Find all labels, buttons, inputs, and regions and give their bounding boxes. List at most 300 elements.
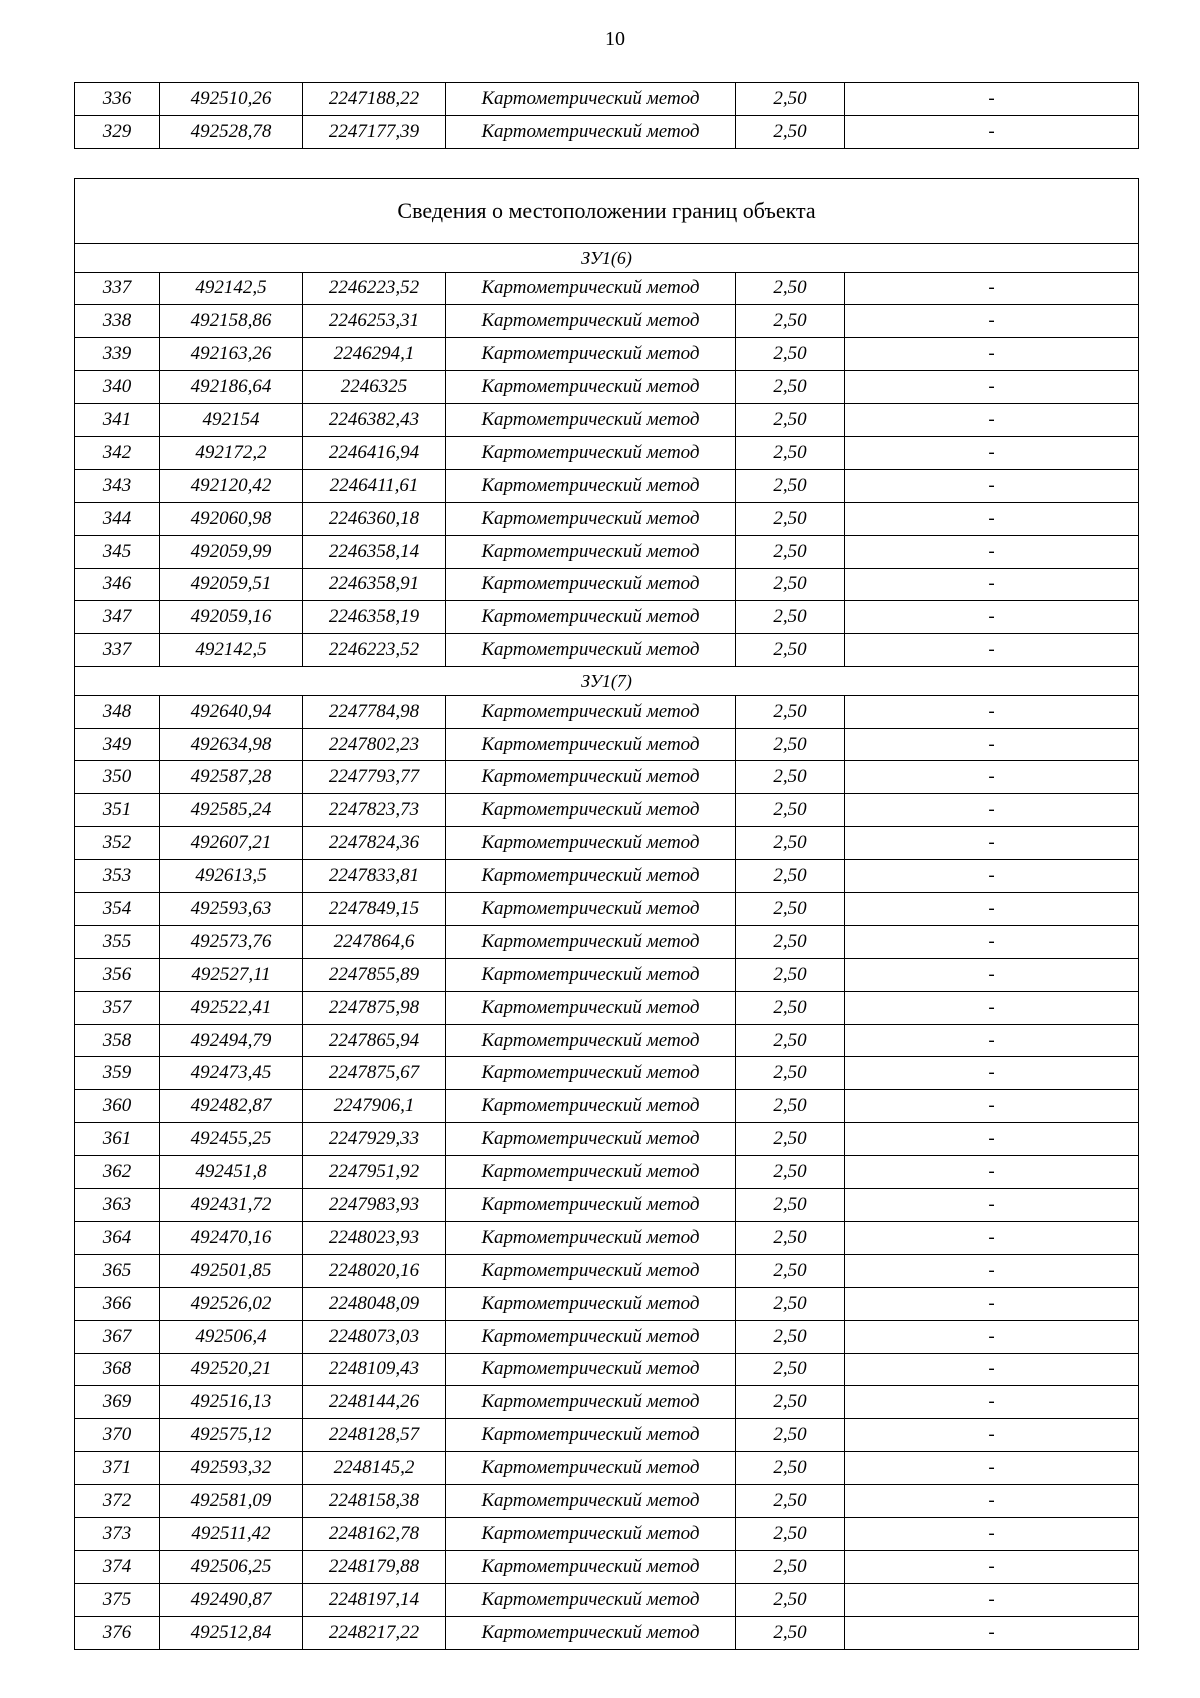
note-cell: - — [845, 1419, 1139, 1452]
note-cell: - — [845, 827, 1139, 860]
x-coordinate-cell: 492154 — [160, 404, 303, 437]
table-row — [75, 601, 1139, 634]
point-number-cell: 376 — [75, 1616, 160, 1649]
point-number-cell: 344 — [75, 502, 160, 535]
x-coordinate-cell: 492506,25 — [160, 1550, 303, 1583]
y-coordinate-cell: 2247906,1 — [303, 1090, 446, 1123]
method-cell: Картометрический метод — [446, 991, 736, 1024]
method-cell: Картометрический метод — [446, 404, 736, 437]
note-cell: - — [845, 1156, 1139, 1189]
y-coordinate-cell: 2246253,31 — [303, 305, 446, 338]
page-number: 10 — [605, 28, 625, 50]
point-number-cell: 342 — [75, 436, 160, 469]
accuracy-cell: 2,50 — [736, 1024, 845, 1057]
method-cell: Картометрический метод — [446, 925, 736, 958]
x-coordinate-cell: 492120,42 — [160, 469, 303, 502]
point-number-cell: 338 — [75, 305, 160, 338]
accuracy-cell: 2,50 — [736, 1090, 845, 1123]
point-number-cell: 375 — [75, 1583, 160, 1616]
accuracy-cell: 2,50 — [736, 1583, 845, 1616]
table-row — [75, 404, 1139, 437]
method-cell: Картометрический метод — [446, 1353, 736, 1386]
accuracy-cell: 2,50 — [736, 991, 845, 1024]
note-cell: - — [845, 404, 1139, 437]
y-coordinate-cell: 2247784,98 — [303, 695, 446, 728]
method-cell: Картометрический метод — [446, 568, 736, 601]
accuracy-cell: 2,50 — [736, 1452, 845, 1485]
table-row — [75, 728, 1139, 761]
y-coordinate-cell: 2247865,94 — [303, 1024, 446, 1057]
accuracy-cell: 2,50 — [736, 925, 845, 958]
boundary-location-body — [75, 179, 1139, 1650]
table-row — [75, 1485, 1139, 1518]
note-cell: - — [845, 1452, 1139, 1485]
method-cell: Картометрический метод — [446, 1452, 736, 1485]
point-number-cell: 357 — [75, 991, 160, 1024]
table-row — [75, 1221, 1139, 1254]
method-cell: Картометрический метод — [446, 1616, 736, 1649]
y-coordinate-cell: 2247824,36 — [303, 827, 446, 860]
accuracy-cell: 2,50 — [736, 1123, 845, 1156]
table-row — [75, 1452, 1139, 1485]
note-cell: - — [845, 1123, 1139, 1156]
table-row — [75, 794, 1139, 827]
note-cell: - — [845, 436, 1139, 469]
accuracy-cell: 2,50 — [736, 860, 845, 893]
note-cell: - — [845, 115, 1139, 148]
y-coordinate-cell: 2246223,52 — [303, 634, 446, 667]
method-cell: Картометрический метод — [446, 958, 736, 991]
y-coordinate-cell: 2246360,18 — [303, 502, 446, 535]
point-number-cell: 350 — [75, 761, 160, 794]
table-row — [75, 1024, 1139, 1057]
x-coordinate-cell: 492451,8 — [160, 1156, 303, 1189]
note-cell: - — [845, 1550, 1139, 1583]
point-number-cell: 346 — [75, 568, 160, 601]
note-cell: - — [845, 925, 1139, 958]
accuracy-cell: 2,50 — [736, 272, 845, 305]
x-coordinate-cell: 492607,21 — [160, 827, 303, 860]
accuracy-cell: 2,50 — [736, 469, 845, 502]
x-coordinate-cell: 492640,94 — [160, 695, 303, 728]
method-cell: Картометрический метод — [446, 469, 736, 502]
x-coordinate-cell: 492613,5 — [160, 860, 303, 893]
table-row — [75, 115, 1139, 148]
y-coordinate-cell: 2247855,89 — [303, 958, 446, 991]
point-number-cell: 371 — [75, 1452, 160, 1485]
note-cell: - — [845, 1189, 1139, 1222]
method-cell: Картометрический метод — [446, 502, 736, 535]
method-cell: Картометрический метод — [446, 1517, 736, 1550]
x-coordinate-cell: 492060,98 — [160, 502, 303, 535]
x-coordinate-cell: 492512,84 — [160, 1616, 303, 1649]
accuracy-cell: 2,50 — [736, 1616, 845, 1649]
note-cell: - — [845, 1616, 1139, 1649]
table-row — [75, 338, 1139, 371]
table-row — [75, 1189, 1139, 1222]
note-cell: - — [845, 893, 1139, 926]
method-cell: Картометрический метод — [446, 1386, 736, 1419]
y-coordinate-cell: 2247929,33 — [303, 1123, 446, 1156]
note-cell: - — [845, 1386, 1139, 1419]
x-coordinate-cell: 492511,42 — [160, 1517, 303, 1550]
point-number-cell: 366 — [75, 1287, 160, 1320]
accuracy-cell: 2,50 — [736, 1189, 845, 1222]
accuracy-cell: 2,50 — [736, 695, 845, 728]
method-cell: Картометрический метод — [446, 436, 736, 469]
y-coordinate-cell: 2246411,61 — [303, 469, 446, 502]
x-coordinate-cell: 492158,86 — [160, 305, 303, 338]
method-cell: Картометрический метод — [446, 1550, 736, 1583]
y-coordinate-cell: 2247875,98 — [303, 991, 446, 1024]
x-coordinate-cell: 492482,87 — [160, 1090, 303, 1123]
y-coordinate-cell: 2247188,22 — [303, 83, 446, 116]
point-number-cell: 343 — [75, 469, 160, 502]
point-number-cell: 358 — [75, 1024, 160, 1057]
table-row — [75, 1517, 1139, 1550]
x-coordinate-cell: 492593,63 — [160, 893, 303, 926]
y-coordinate-cell: 2246294,1 — [303, 338, 446, 371]
point-number-cell: 349 — [75, 728, 160, 761]
method-cell: Картометрический метод — [446, 1221, 736, 1254]
table-row — [75, 305, 1139, 338]
note-cell: - — [845, 860, 1139, 893]
x-coordinate-cell: 492473,45 — [160, 1057, 303, 1090]
accuracy-cell: 2,50 — [736, 601, 845, 634]
table-row — [75, 568, 1139, 601]
point-number-cell: 356 — [75, 958, 160, 991]
section-header-row — [75, 667, 1139, 696]
point-number-cell: 341 — [75, 404, 160, 437]
method-cell: Картометрический метод — [446, 827, 736, 860]
x-coordinate-cell: 492059,16 — [160, 601, 303, 634]
table-row — [75, 1616, 1139, 1649]
note-cell: - — [845, 371, 1139, 404]
accuracy-cell: 2,50 — [736, 1287, 845, 1320]
note-cell: - — [845, 1583, 1139, 1616]
note-cell: - — [845, 1090, 1139, 1123]
note-cell: - — [845, 83, 1139, 116]
continued-rows — [75, 83, 1139, 149]
table-row — [75, 1386, 1139, 1419]
y-coordinate-cell: 2247864,6 — [303, 925, 446, 958]
y-coordinate-cell: 2246358,14 — [303, 535, 446, 568]
accuracy-cell: 2,50 — [736, 1221, 845, 1254]
accuracy-cell: 2,50 — [736, 371, 845, 404]
accuracy-cell: 2,50 — [736, 338, 845, 371]
method-cell: Картометрический метод — [446, 893, 736, 926]
point-number-cell: 370 — [75, 1419, 160, 1452]
y-coordinate-cell: 2246358,19 — [303, 601, 446, 634]
note-cell: - — [845, 502, 1139, 535]
table-row — [75, 535, 1139, 568]
y-coordinate-cell: 2248158,38 — [303, 1485, 446, 1518]
point-number-cell: 363 — [75, 1189, 160, 1222]
point-number-cell: 329 — [75, 115, 160, 148]
method-cell: Картометрический метод — [446, 634, 736, 667]
note-cell: - — [845, 728, 1139, 761]
accuracy-cell: 2,50 — [736, 958, 845, 991]
point-number-cell: 355 — [75, 925, 160, 958]
accuracy-cell: 2,50 — [736, 794, 845, 827]
method-cell: Картометрический метод — [446, 1419, 736, 1452]
method-cell: Картометрический метод — [446, 761, 736, 794]
table-title-row — [75, 179, 1139, 244]
accuracy-cell: 2,50 — [736, 1485, 845, 1518]
note-cell: - — [845, 794, 1139, 827]
table-title: Сведения о местоположении границ объекта — [75, 179, 1139, 244]
table-row — [75, 469, 1139, 502]
point-number-cell: 351 — [75, 794, 160, 827]
y-coordinate-cell: 2248023,93 — [303, 1221, 446, 1254]
point-number-cell: 367 — [75, 1320, 160, 1353]
x-coordinate-cell: 492490,87 — [160, 1583, 303, 1616]
method-cell: Картометрический метод — [446, 1189, 736, 1222]
point-number-cell: 369 — [75, 1386, 160, 1419]
method-cell: Картометрический метод — [446, 1287, 736, 1320]
method-cell: Картометрический метод — [446, 860, 736, 893]
x-coordinate-cell: 492431,72 — [160, 1189, 303, 1222]
method-cell: Картометрический метод — [446, 272, 736, 305]
y-coordinate-cell: 2248145,2 — [303, 1452, 446, 1485]
x-coordinate-cell: 492059,51 — [160, 568, 303, 601]
x-coordinate-cell: 492455,25 — [160, 1123, 303, 1156]
method-cell: Картометрический метод — [446, 371, 736, 404]
point-number-cell: 362 — [75, 1156, 160, 1189]
note-cell: - — [845, 695, 1139, 728]
method-cell: Картометрический метод — [446, 1123, 736, 1156]
note-cell: - — [845, 338, 1139, 371]
table-row — [75, 634, 1139, 667]
accuracy-cell: 2,50 — [736, 436, 845, 469]
x-coordinate-cell: 492506,4 — [160, 1320, 303, 1353]
point-number-cell: 365 — [75, 1254, 160, 1287]
y-coordinate-cell: 2247875,67 — [303, 1057, 446, 1090]
table-row — [75, 1090, 1139, 1123]
x-coordinate-cell: 492585,24 — [160, 794, 303, 827]
y-coordinate-cell: 2248048,09 — [303, 1287, 446, 1320]
note-cell: - — [845, 1024, 1139, 1057]
accuracy-cell: 2,50 — [736, 893, 845, 926]
x-coordinate-cell: 492186,64 — [160, 371, 303, 404]
y-coordinate-cell: 2246223,52 — [303, 272, 446, 305]
point-number-cell: 368 — [75, 1353, 160, 1386]
note-cell: - — [845, 535, 1139, 568]
table-row — [75, 1419, 1139, 1452]
y-coordinate-cell: 2248162,78 — [303, 1517, 446, 1550]
table-row — [75, 695, 1139, 728]
point-number-cell: 336 — [75, 83, 160, 116]
table-row — [75, 1583, 1139, 1616]
accuracy-cell: 2,50 — [736, 305, 845, 338]
x-coordinate-cell: 492581,09 — [160, 1485, 303, 1518]
table-row — [75, 1057, 1139, 1090]
y-coordinate-cell: 2248217,22 — [303, 1616, 446, 1649]
accuracy-cell: 2,50 — [736, 761, 845, 794]
accuracy-cell: 2,50 — [736, 1419, 845, 1452]
note-cell: - — [845, 1353, 1139, 1386]
note-cell: - — [845, 958, 1139, 991]
accuracy-cell: 2,50 — [736, 115, 845, 148]
accuracy-cell: 2,50 — [736, 1550, 845, 1583]
note-cell: - — [845, 1221, 1139, 1254]
method-cell: Картометрический метод — [446, 1057, 736, 1090]
table-row — [75, 958, 1139, 991]
table-row — [75, 860, 1139, 893]
accuracy-cell: 2,50 — [736, 1517, 845, 1550]
y-coordinate-cell: 2247849,15 — [303, 893, 446, 926]
accuracy-cell: 2,50 — [736, 568, 845, 601]
y-coordinate-cell: 2248020,16 — [303, 1254, 446, 1287]
method-cell: Картометрический метод — [446, 535, 736, 568]
point-number-cell: 373 — [75, 1517, 160, 1550]
x-coordinate-cell: 492059,99 — [160, 535, 303, 568]
note-cell: - — [845, 272, 1139, 305]
method-cell: Картометрический метод — [446, 1583, 736, 1616]
x-coordinate-cell: 492516,13 — [160, 1386, 303, 1419]
accuracy-cell: 2,50 — [736, 502, 845, 535]
note-cell: - — [845, 1485, 1139, 1518]
accuracy-cell: 2,50 — [736, 827, 845, 860]
table-row — [75, 272, 1139, 305]
point-number-cell: 339 — [75, 338, 160, 371]
note-cell: - — [845, 1320, 1139, 1353]
method-cell: Картометрический метод — [446, 115, 736, 148]
point-number-cell: 359 — [75, 1057, 160, 1090]
x-coordinate-cell: 492510,26 — [160, 83, 303, 116]
method-cell: Картометрический метод — [446, 695, 736, 728]
y-coordinate-cell: 2248197,14 — [303, 1583, 446, 1616]
method-cell: Картометрический метод — [446, 728, 736, 761]
y-coordinate-cell: 2248109,43 — [303, 1353, 446, 1386]
point-number-cell: 345 — [75, 535, 160, 568]
table-row — [75, 827, 1139, 860]
table-row — [75, 761, 1139, 794]
method-cell: Картометрический метод — [446, 1156, 736, 1189]
y-coordinate-cell: 2246325 — [303, 371, 446, 404]
boundary-location-table — [74, 178, 1139, 1650]
x-coordinate-cell: 492501,85 — [160, 1254, 303, 1287]
method-cell: Картометрический метод — [446, 1320, 736, 1353]
point-number-cell: 361 — [75, 1123, 160, 1156]
x-coordinate-cell: 492575,12 — [160, 1419, 303, 1452]
x-coordinate-cell: 492470,16 — [160, 1221, 303, 1254]
point-number-cell: 354 — [75, 893, 160, 926]
x-coordinate-cell: 492587,28 — [160, 761, 303, 794]
y-coordinate-cell: 2247177,39 — [303, 115, 446, 148]
method-cell: Картометрический метод — [446, 1090, 736, 1123]
x-coordinate-cell: 492163,26 — [160, 338, 303, 371]
y-coordinate-cell: 2248073,03 — [303, 1320, 446, 1353]
x-coordinate-cell: 492528,78 — [160, 115, 303, 148]
y-coordinate-cell: 2246416,94 — [303, 436, 446, 469]
note-cell: - — [845, 634, 1139, 667]
y-coordinate-cell: 2248179,88 — [303, 1550, 446, 1583]
method-cell: Картометрический метод — [446, 1024, 736, 1057]
x-coordinate-cell: 492634,98 — [160, 728, 303, 761]
x-coordinate-cell: 492142,5 — [160, 272, 303, 305]
x-coordinate-cell: 492593,32 — [160, 1452, 303, 1485]
x-coordinate-cell: 492142,5 — [160, 634, 303, 667]
method-cell: Картометрический метод — [446, 1254, 736, 1287]
note-cell: - — [845, 1517, 1139, 1550]
y-coordinate-cell: 2247983,93 — [303, 1189, 446, 1222]
table-row — [75, 1353, 1139, 1386]
y-coordinate-cell: 2246358,91 — [303, 568, 446, 601]
point-number-cell: 347 — [75, 601, 160, 634]
note-cell: - — [845, 1287, 1139, 1320]
point-number-cell: 340 — [75, 371, 160, 404]
note-cell: - — [845, 568, 1139, 601]
table-row — [75, 925, 1139, 958]
point-number-cell: 372 — [75, 1485, 160, 1518]
table-row — [75, 436, 1139, 469]
accuracy-cell: 2,50 — [736, 1057, 845, 1090]
note-cell: - — [845, 601, 1139, 634]
x-coordinate-cell: 492172,2 — [160, 436, 303, 469]
table-row — [75, 991, 1139, 1024]
table-row — [75, 1550, 1139, 1583]
method-cell: Картометрический метод — [446, 1485, 736, 1518]
point-number-cell: 374 — [75, 1550, 160, 1583]
point-number-cell: 348 — [75, 695, 160, 728]
section-label: ЗУ1(7) — [75, 667, 1139, 696]
table-row — [75, 502, 1139, 535]
accuracy-cell: 2,50 — [736, 404, 845, 437]
point-number-cell: 337 — [75, 272, 160, 305]
y-coordinate-cell: 2247951,92 — [303, 1156, 446, 1189]
note-cell: - — [845, 991, 1139, 1024]
section-header-row — [75, 244, 1139, 273]
table-row — [75, 83, 1139, 116]
table-row — [75, 893, 1139, 926]
x-coordinate-cell: 492527,11 — [160, 958, 303, 991]
point-number-cell: 364 — [75, 1221, 160, 1254]
point-number-cell: 353 — [75, 860, 160, 893]
note-cell: - — [845, 469, 1139, 502]
table-row — [75, 1320, 1139, 1353]
x-coordinate-cell: 492520,21 — [160, 1353, 303, 1386]
table-row — [75, 1287, 1139, 1320]
y-coordinate-cell: 2247802,23 — [303, 728, 446, 761]
accuracy-cell: 2,50 — [736, 83, 845, 116]
y-coordinate-cell: 2247823,73 — [303, 794, 446, 827]
section-label: ЗУ1(6) — [75, 244, 1139, 273]
point-number-cell: 337 — [75, 634, 160, 667]
table-row — [75, 1123, 1139, 1156]
point-number-cell: 360 — [75, 1090, 160, 1123]
method-cell: Картометрический метод — [446, 305, 736, 338]
x-coordinate-cell: 492522,41 — [160, 991, 303, 1024]
table-row — [75, 1254, 1139, 1287]
y-coordinate-cell: 2247793,77 — [303, 761, 446, 794]
note-cell: - — [845, 305, 1139, 338]
note-cell: - — [845, 761, 1139, 794]
coordinates-table-continued — [74, 82, 1139, 149]
method-cell: Картометрический метод — [446, 601, 736, 634]
note-cell: - — [845, 1254, 1139, 1287]
note-cell: - — [845, 1057, 1139, 1090]
accuracy-cell: 2,50 — [736, 634, 845, 667]
accuracy-cell: 2,50 — [736, 1320, 845, 1353]
x-coordinate-cell: 492573,76 — [160, 925, 303, 958]
method-cell: Картометрический метод — [446, 794, 736, 827]
accuracy-cell: 2,50 — [736, 728, 845, 761]
x-coordinate-cell: 492494,79 — [160, 1024, 303, 1057]
y-coordinate-cell: 2246382,43 — [303, 404, 446, 437]
table-row — [75, 371, 1139, 404]
accuracy-cell: 2,50 — [736, 1254, 845, 1287]
